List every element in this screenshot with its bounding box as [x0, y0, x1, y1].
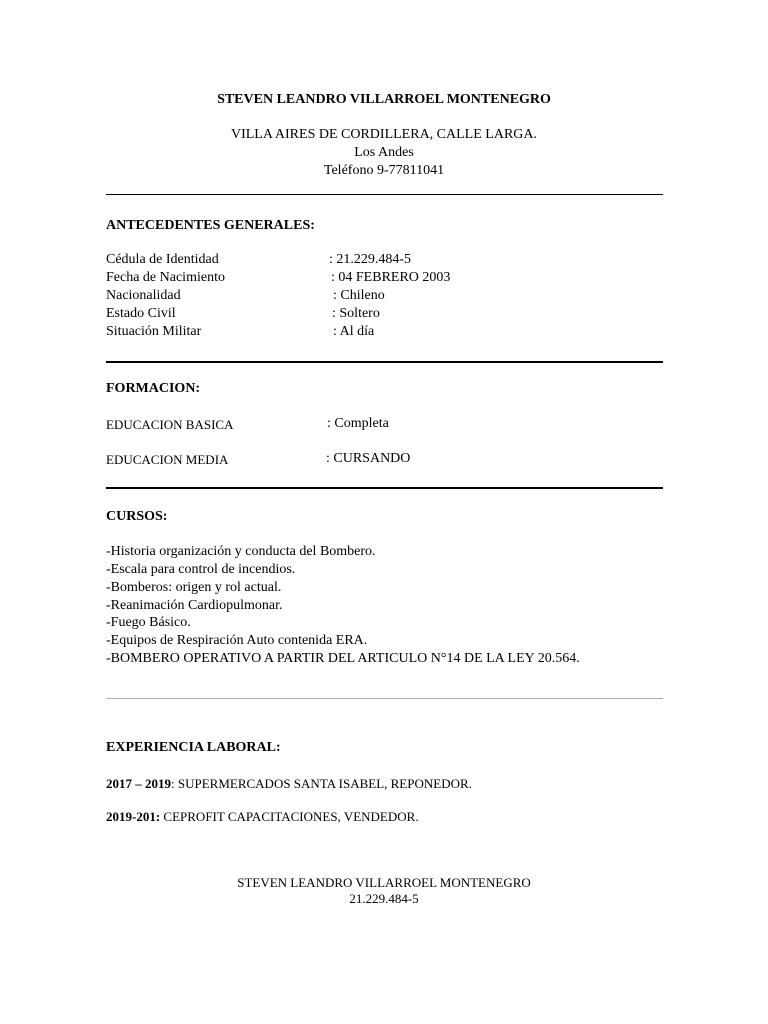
section-title-cursos: CURSOS:	[106, 509, 168, 524]
experience-detail: CEPROFIT CAPACITACIONES, VENDEDOR.	[160, 809, 419, 824]
section-divider	[106, 487, 663, 489]
experience-period: 2019-201:	[106, 809, 161, 824]
signature-name: STEVEN LEANDRO VILLARROEL MONTENEGRO	[237, 875, 531, 890]
field-label-cedula: Cédula de Identidad	[106, 252, 219, 267]
education-label-media: EDUCACION MEDIA	[106, 452, 229, 467]
section-divider	[106, 698, 663, 699]
field-label-fecha-nacimiento: Fecha de Nacimiento	[106, 270, 225, 285]
section-title-formacion: FORMACION:	[106, 381, 201, 396]
education-label-basica: EDUCACION BASICA	[106, 417, 234, 432]
experience-item	[106, 776, 472, 792]
section-title-experiencia: EXPERIENCIA LABORAL:	[106, 740, 281, 755]
course-item: -Historia organización y conducta del Bombero.	[106, 544, 376, 559]
phone-line: Teléfono 9-77811041	[323, 163, 445, 178]
education-value-basica: : Completa	[327, 416, 389, 431]
field-label-situacion-militar: Situación Militar	[106, 324, 202, 339]
experience-item	[106, 809, 419, 825]
field-value-situacion-militar: : Al día	[333, 324, 375, 339]
field-label-nacionalidad: Nacionalidad	[106, 288, 181, 303]
course-item: -Bomberos: origen y rol actual.	[106, 580, 282, 595]
experience-period: 2017 – 2019	[106, 776, 171, 791]
course-item: -Reanimación Cardiopulmonar.	[106, 598, 283, 613]
signature-id: 21.229.484-5	[349, 891, 419, 906]
experience-detail: : SUPERMERCADOS SANTA ISABEL, REPONEDOR.	[171, 776, 472, 791]
course-item: -Escala para control de incendios.	[106, 562, 296, 577]
field-value-fecha-nacimiento: : 04 FEBRERO 2003	[331, 270, 451, 285]
course-item: -BOMBERO OPERATIVO A PARTIR DEL ARTICULO N°14 DE LA LEY 20.564.	[106, 651, 580, 666]
address-line: VILLA AIRES DE CORDILLERA, CALLE LARGA.	[230, 127, 538, 142]
course-item: -Fuego Básico.	[106, 615, 191, 630]
city-line: Los Andes	[354, 145, 414, 160]
field-value-nacionalidad: : Chileno	[333, 288, 385, 303]
header-divider	[106, 194, 663, 195]
field-label-estado-civil: Estado Civil	[106, 306, 176, 321]
document-title: STEVEN LEANDRO VILLARROEL MONTENEGRO	[217, 92, 551, 107]
education-value-media: : CURSANDO	[326, 451, 411, 466]
field-value-estado-civil: : Soltero	[332, 306, 380, 321]
section-divider	[106, 361, 663, 363]
section-title-antecedentes: ANTECEDENTES GENERALES:	[106, 218, 315, 233]
course-item: -Equipos de Respiración Auto contenida ERA.	[106, 633, 368, 648]
field-value-cedula: : 21.229.484-5	[329, 252, 412, 267]
